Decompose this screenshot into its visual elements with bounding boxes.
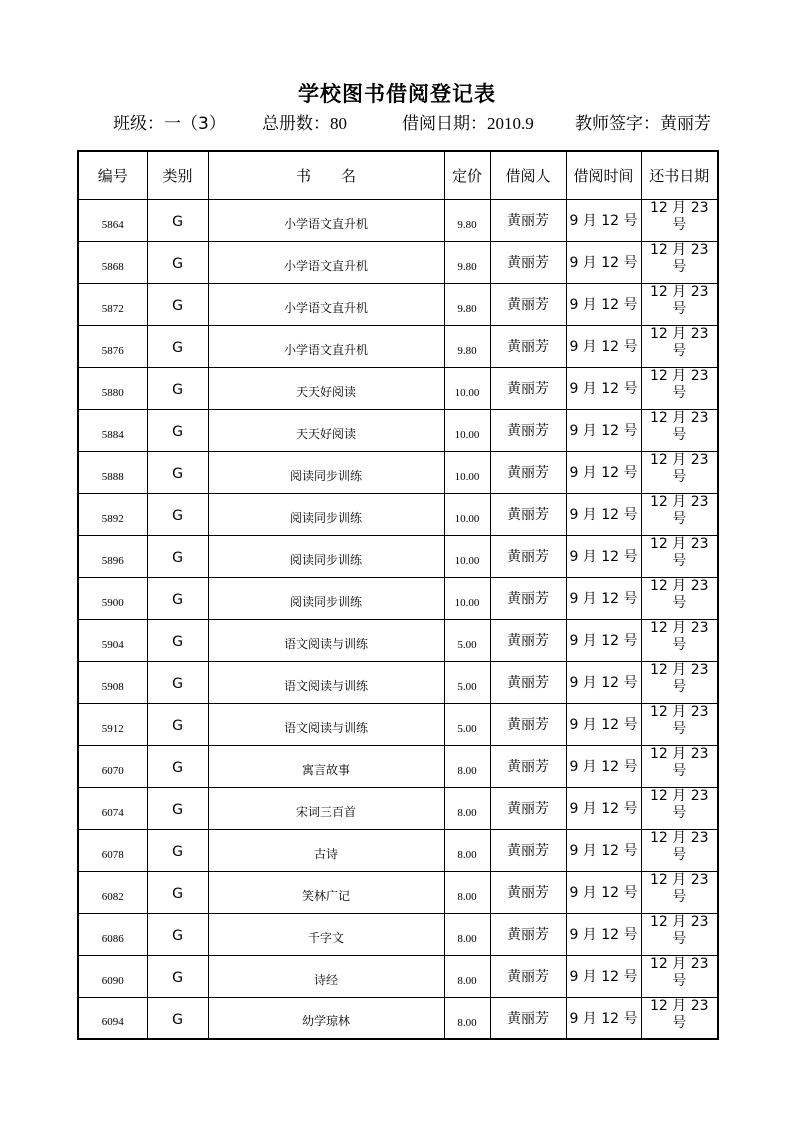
book-id-cell: 6090 xyxy=(78,955,147,997)
book-name-cell: 千字文 xyxy=(208,913,444,955)
borrower-cell: 黄丽芳 xyxy=(490,451,566,493)
category-cell: G xyxy=(147,619,208,661)
return-date-cell: 12 月 23 号 xyxy=(641,829,718,871)
book-name-cell: 语文阅读与训练 xyxy=(208,703,444,745)
category-cell: G xyxy=(147,661,208,703)
borrower-cell: 黄丽芳 xyxy=(490,871,566,913)
category-cell: G xyxy=(147,787,208,829)
book-name-cell: 语文阅读与训练 xyxy=(208,661,444,703)
table-row xyxy=(78,241,718,283)
category-cell: G xyxy=(147,325,208,367)
borrower-cell: 黄丽芳 xyxy=(490,619,566,661)
header-cell: 定价 xyxy=(444,151,490,199)
book-name-cell: 笑林广记 xyxy=(208,871,444,913)
borrower-cell: 黄丽芳 xyxy=(490,997,566,1039)
return-date-cell: 12 月 23 号 xyxy=(641,871,718,913)
book-id-cell: 5888 xyxy=(78,451,147,493)
book-id-cell: 6086 xyxy=(78,913,147,955)
book-id-cell: 5876 xyxy=(78,325,147,367)
book-id-cell: 5868 xyxy=(78,241,147,283)
table-row xyxy=(78,661,718,703)
table-row xyxy=(78,577,718,619)
header-cell: 借阅人 xyxy=(490,151,566,199)
borrower-cell: 黄丽芳 xyxy=(490,535,566,577)
header-cell: 借阅时间 xyxy=(566,151,641,199)
book-name-cell: 阅读同步训练 xyxy=(208,493,444,535)
book-id-cell: 6070 xyxy=(78,745,147,787)
borrower-cell: 黄丽芳 xyxy=(490,241,566,283)
book-id-cell: 5908 xyxy=(78,661,147,703)
borrow-date-label: 借阅日期： xyxy=(402,114,487,134)
borrower-cell: 黄丽芳 xyxy=(490,493,566,535)
borrow-time-cell: 9 月 12 号 xyxy=(566,787,641,829)
borrower-cell: 黄丽芳 xyxy=(490,367,566,409)
total-count-label: 总册数： xyxy=(262,114,330,134)
book-id-cell: 5896 xyxy=(78,535,147,577)
return-date-cell: 12 月 23 号 xyxy=(641,409,718,451)
category-cell: G xyxy=(147,913,208,955)
category-cell: G xyxy=(147,703,208,745)
price-cell: 9.80 xyxy=(444,199,490,241)
table-row xyxy=(78,703,718,745)
return-date-cell: 12 月 23 号 xyxy=(641,367,718,409)
table-row xyxy=(78,871,718,913)
borrow-register-table xyxy=(77,150,719,1040)
book-name-cell: 宋词三百首 xyxy=(208,787,444,829)
total-count-value: 80 xyxy=(330,114,347,133)
book-name-cell: 天天好阅读 xyxy=(208,409,444,451)
borrower-cell: 黄丽芳 xyxy=(490,283,566,325)
price-cell: 9.80 xyxy=(444,325,490,367)
book-id-cell: 5900 xyxy=(78,577,147,619)
price-cell: 5.00 xyxy=(444,703,490,745)
borrow-time-cell: 9 月 12 号 xyxy=(566,661,641,703)
return-date-cell: 12 月 23 号 xyxy=(641,577,718,619)
category-cell: G xyxy=(147,871,208,913)
book-name-cell: 诗经 xyxy=(208,955,444,997)
price-cell: 8.00 xyxy=(444,997,490,1039)
book-id-cell: 5904 xyxy=(78,619,147,661)
book-id-cell: 6074 xyxy=(78,787,147,829)
table-row xyxy=(78,829,718,871)
price-cell: 10.00 xyxy=(444,409,490,451)
return-date-cell: 12 月 23 号 xyxy=(641,913,718,955)
book-id-cell: 5880 xyxy=(78,367,147,409)
book-name-cell: 天天好阅读 xyxy=(208,367,444,409)
category-cell: G xyxy=(147,535,208,577)
return-date-cell: 12 月 23 号 xyxy=(641,619,718,661)
category-cell: G xyxy=(147,367,208,409)
total-count-info xyxy=(262,109,347,134)
borrow-time-cell: 9 月 12 号 xyxy=(566,829,641,871)
table-row xyxy=(78,199,718,241)
borrow-time-cell: 9 月 12 号 xyxy=(566,955,641,997)
borrow-time-cell: 9 月 12 号 xyxy=(566,619,641,661)
category-cell: G xyxy=(147,409,208,451)
table-row xyxy=(78,913,718,955)
borrower-cell: 黄丽芳 xyxy=(490,199,566,241)
table-row xyxy=(78,619,718,661)
book-id-cell: 5872 xyxy=(78,283,147,325)
book-id-cell: 5892 xyxy=(78,493,147,535)
header-cell: 编号 xyxy=(78,151,147,199)
borrower-cell: 黄丽芳 xyxy=(490,787,566,829)
header-cell: 还书日期 xyxy=(641,151,718,199)
header-cell: 书 名 xyxy=(208,151,444,199)
category-cell: G xyxy=(147,451,208,493)
borrower-cell: 黄丽芳 xyxy=(490,829,566,871)
table-row xyxy=(78,283,718,325)
price-cell: 5.00 xyxy=(444,619,490,661)
borrow-time-cell: 9 月 12 号 xyxy=(566,493,641,535)
return-date-cell: 12 月 23 号 xyxy=(641,787,718,829)
book-id-cell: 5912 xyxy=(78,703,147,745)
return-date-cell: 12 月 23 号 xyxy=(641,493,718,535)
borrow-time-cell: 9 月 12 号 xyxy=(566,325,641,367)
category-cell: G xyxy=(147,955,208,997)
book-name-cell: 阅读同步训练 xyxy=(208,577,444,619)
category-cell: G xyxy=(147,493,208,535)
book-name-cell: 语文阅读与训练 xyxy=(208,619,444,661)
borrower-cell: 黄丽芳 xyxy=(490,409,566,451)
book-name-cell: 寓言故事 xyxy=(208,745,444,787)
price-cell: 8.00 xyxy=(444,787,490,829)
borrow-time-cell: 9 月 12 号 xyxy=(566,283,641,325)
price-cell: 5.00 xyxy=(444,661,490,703)
category-cell: G xyxy=(147,997,208,1039)
return-date-cell: 12 月 23 号 xyxy=(641,199,718,241)
return-date-cell: 12 月 23 号 xyxy=(641,325,718,367)
category-cell: G xyxy=(147,199,208,241)
borrower-cell: 黄丽芳 xyxy=(490,955,566,997)
table-row xyxy=(78,745,718,787)
return-date-cell: 12 月 23 号 xyxy=(641,283,718,325)
table-row xyxy=(78,325,718,367)
book-name-cell: 阅读同步训练 xyxy=(208,535,444,577)
price-cell: 8.00 xyxy=(444,829,490,871)
borrow-time-cell: 9 月 12 号 xyxy=(566,409,641,451)
borrower-cell: 黄丽芳 xyxy=(490,745,566,787)
return-date-cell: 12 月 23 号 xyxy=(641,661,718,703)
book-id-cell: 6094 xyxy=(78,997,147,1039)
category-cell: G xyxy=(147,241,208,283)
borrower-cell: 黄丽芳 xyxy=(490,577,566,619)
borrow-date-value: 2010.9 xyxy=(487,114,534,133)
borrow-time-cell: 9 月 12 号 xyxy=(566,199,641,241)
book-name-cell: 小学语文直升机 xyxy=(208,199,444,241)
price-cell: 10.00 xyxy=(444,535,490,577)
price-cell: 8.00 xyxy=(444,913,490,955)
return-date-cell: 12 月 23 号 xyxy=(641,955,718,997)
table-header-row xyxy=(78,151,718,199)
price-cell: 8.00 xyxy=(444,745,490,787)
book-name-cell: 小学语文直升机 xyxy=(208,283,444,325)
table-row xyxy=(78,955,718,997)
borrower-cell: 黄丽芳 xyxy=(490,325,566,367)
borrow-time-cell: 9 月 12 号 xyxy=(566,997,641,1039)
borrow-time-cell: 9 月 12 号 xyxy=(566,241,641,283)
borrow-time-cell: 9 月 12 号 xyxy=(566,535,641,577)
book-id-cell: 6082 xyxy=(78,871,147,913)
borrow-date-info xyxy=(402,109,534,134)
price-cell: 8.00 xyxy=(444,955,490,997)
price-cell: 10.00 xyxy=(444,493,490,535)
borrow-time-cell: 9 月 12 号 xyxy=(566,745,641,787)
table-row xyxy=(78,493,718,535)
book-name-cell: 小学语文直升机 xyxy=(208,325,444,367)
header-cell: 类别 xyxy=(147,151,208,199)
book-id-cell: 5884 xyxy=(78,409,147,451)
book-name-cell: 小学语文直升机 xyxy=(208,241,444,283)
page-title: 学校图书借阅登记表 xyxy=(298,82,496,106)
table-row xyxy=(78,367,718,409)
table-row xyxy=(78,451,718,493)
book-name-cell: 古诗 xyxy=(208,829,444,871)
borrower-cell: 黄丽芳 xyxy=(490,703,566,745)
borrow-time-cell: 9 月 12 号 xyxy=(566,871,641,913)
borrow-time-cell: 9 月 12 号 xyxy=(566,577,641,619)
borrower-cell: 黄丽芳 xyxy=(490,913,566,955)
price-cell: 10.00 xyxy=(444,451,490,493)
return-date-cell: 12 月 23 号 xyxy=(641,241,718,283)
borrow-time-cell: 9 月 12 号 xyxy=(566,451,641,493)
price-cell: 8.00 xyxy=(444,871,490,913)
return-date-cell: 12 月 23 号 xyxy=(641,997,718,1039)
borrow-time-cell: 9 月 12 号 xyxy=(566,367,641,409)
return-date-cell: 12 月 23 号 xyxy=(641,703,718,745)
book-name-cell: 幼学琼林 xyxy=(208,997,444,1039)
class-info: 班级：一（3） xyxy=(113,114,226,134)
table-row xyxy=(78,787,718,829)
category-cell: G xyxy=(147,283,208,325)
price-cell: 9.80 xyxy=(444,283,490,325)
teacher-signature-info: 教师签字：黄丽芳 xyxy=(575,114,711,134)
price-cell: 9.80 xyxy=(444,241,490,283)
borrow-time-cell: 9 月 12 号 xyxy=(566,703,641,745)
category-cell: G xyxy=(147,745,208,787)
table-row xyxy=(78,535,718,577)
category-cell: G xyxy=(147,577,208,619)
price-cell: 10.00 xyxy=(444,577,490,619)
return-date-cell: 12 月 23 号 xyxy=(641,745,718,787)
borrower-cell: 黄丽芳 xyxy=(490,661,566,703)
borrow-time-cell: 9 月 12 号 xyxy=(566,913,641,955)
category-cell: G xyxy=(147,829,208,871)
return-date-cell: 12 月 23 号 xyxy=(641,451,718,493)
price-cell: 10.00 xyxy=(444,367,490,409)
book-id-cell: 6078 xyxy=(78,829,147,871)
table-row xyxy=(78,997,718,1039)
table-row xyxy=(78,409,718,451)
return-date-cell: 12 月 23 号 xyxy=(641,535,718,577)
book-id-cell: 5864 xyxy=(78,199,147,241)
book-name-cell: 阅读同步训练 xyxy=(208,451,444,493)
